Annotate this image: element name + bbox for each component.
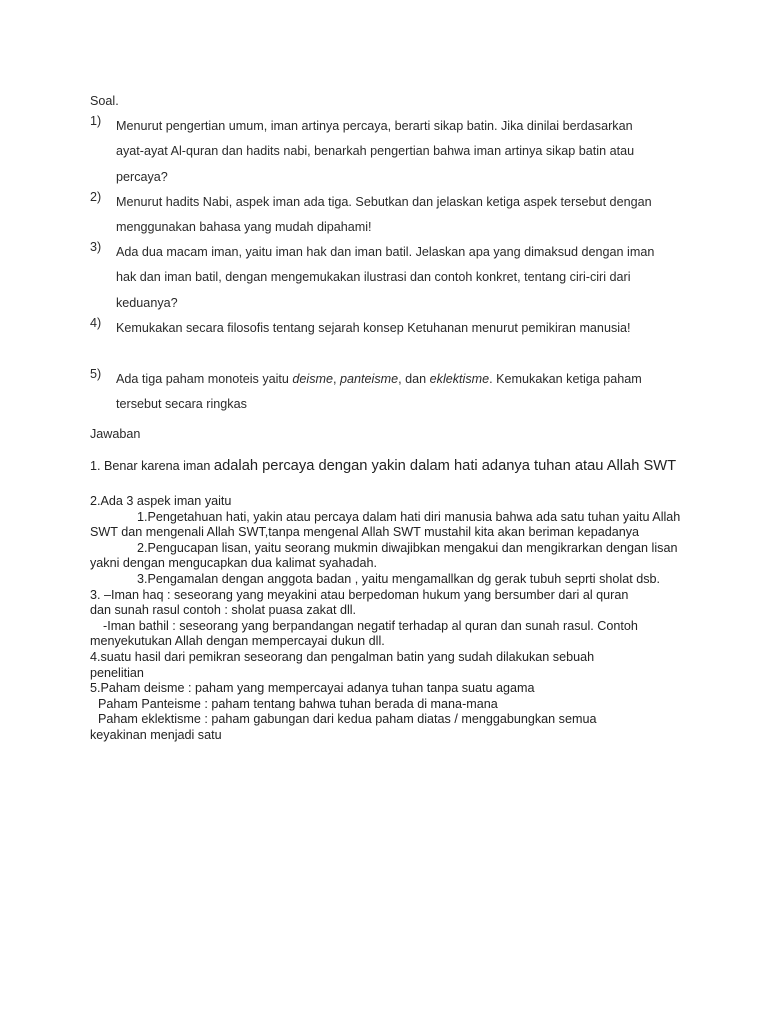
answer-3-iman-haq: 3. –Iman haq : seseorang yang meyakini atau berpedoman hukum yang bersumber dari al quran <box>90 587 629 602</box>
answer-3-iman-bathil: -Iman bathil : seseorang yang berpandangan negatif terhadap al quran dan sunah rasul. Contoh <box>103 618 638 633</box>
term-sep: , dan <box>398 372 430 386</box>
question-text-post: . Kemukakan ketiga paham tersebut secara ringkas <box>116 372 642 412</box>
question-text: Menurut hadits Nabi, aspek iman ada tiga. Sebutkan dan jelaskan ketiga aspek tersebut dengan menggunakan bahasa yang mudah dipahami! <box>116 195 652 235</box>
question-number: 4) <box>90 316 102 330</box>
answer-5-deisme: 5.Paham deisme : paham yang mempercayai adanya tuhan tanpa suatu agama <box>90 681 535 696</box>
answer-2-item-2-cont: yakni dengan mengucapkan dua kalimat syahadah. <box>90 556 378 571</box>
answer-5-eklektisme-cont: keyakinan menjadi satu <box>90 727 222 742</box>
question-text <box>116 367 656 418</box>
term-sep: , <box>333 372 341 386</box>
answer-4: 4.suatu hasil dari pemikran seseorang dan pengalman batin yang sudah dilakukan sebuah <box>90 649 595 664</box>
question-number: 2) <box>90 190 102 204</box>
question-number: 1) <box>90 114 102 128</box>
answer-2-item-1: 1.Pengetahuan hati, yakin atau percaya dalam hati diri manusia bahwa ada satu tuhan yaitu Allah <box>137 509 681 524</box>
answer-5-panteisme: Paham Panteisme : paham tentang bahwa tuhan berada di mana-mana <box>98 696 498 711</box>
answer-2-item-2: 2.Pengucapan lisan, yaitu seorang mukmin diwajibkan mengakui dan mengikrarkan dengan lisan <box>137 540 678 555</box>
answer-3-iman-bathil-cont: menyekutukan Allah dengan mempercayai dukun dll. <box>90 634 385 649</box>
question-text-pre: Ada tiga paham monoteis yaitu <box>116 372 293 386</box>
answer-2-title: 2.Ada 3 aspek iman yaitu <box>90 494 232 508</box>
term-deisme: deisme <box>292 372 334 386</box>
answer-1-big: adalah percaya dengan yakin dalam hati adanya tuhan atau Allah SWT <box>213 458 677 474</box>
answer-2-item-3: 3.Pengamalan dengan anggota badan , yaitu mengamallkan dg gerak tubuh seprti sholat dsb. <box>137 571 661 586</box>
answer-1-small: 1. Benar karena iman <box>90 459 214 473</box>
question-text: Ada dua macam iman, yaitu iman hak dan iman batil. Jelaskan apa yang dimaksud dengan iman hak dan iman batil, dengan mengemukakan ilustrasi dan contoh konkret, tentang ciri-ciri dari keduanya? <box>116 245 655 310</box>
answers-body <box>90 494 690 744</box>
term-panteisme: panteisme <box>340 372 399 386</box>
question-number: 3) <box>90 240 102 254</box>
term-eklektisme: eklektisme <box>429 372 490 386</box>
question-text: Kemukakan secara filosofis tentang sejarah konsep Ketuhanan menurut pemikiran manusia! <box>116 321 631 335</box>
answer-2-item-1-cont: SWT dan mengenali Allah SWT,tanpa mengenal Allah SWT mustahil kita akan beriman kepadanya <box>90 525 640 540</box>
answer-5-eklektisme: Paham eklektisme : paham gabungan dari kedua paham diatas / menggabungkan semua <box>98 712 597 727</box>
soal-heading: Soal. <box>90 94 119 108</box>
question-text: Menurut pengertian umum, iman artinya percaya, berarti sikap batin. Jika dinilai berdasarkan ayat-ayat Al-quran dan hadits nabi, benarkah pengertian bahwa iman artinya sikap batin atau percaya? <box>116 119 635 184</box>
jawaban-heading: Jawaban <box>90 427 141 441</box>
answer-3-iman-haq-cont: dan sunah rasul contoh : sholat puasa zakat dll. <box>90 603 357 618</box>
answer-1 <box>90 458 680 475</box>
question-number: 5) <box>90 367 102 381</box>
answer-4-cont: penelitian <box>90 665 144 680</box>
